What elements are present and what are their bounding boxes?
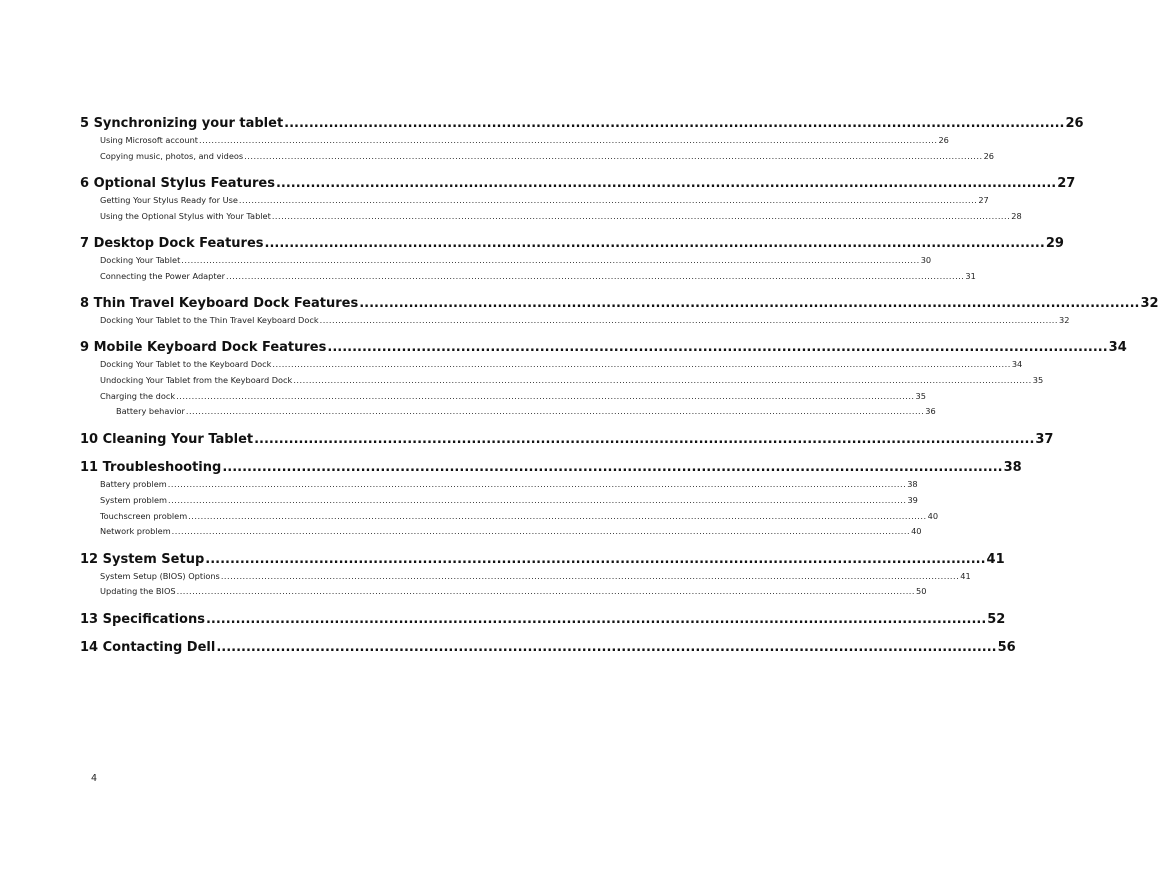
leader-dots: .............................................................................................................................................................................................................................................. <box>238 195 978 205</box>
leader-dots: .............................................................................................................................................................................................................................................. <box>271 211 1011 221</box>
toc-section-entry[interactable] <box>80 133 949 147</box>
toc-entry-title: 12 System Setup <box>80 552 205 567</box>
toc-entry-page: 27 <box>978 195 989 205</box>
toc-entry-page: 38 <box>1003 460 1022 475</box>
toc-entry-page: 32 <box>1140 296 1159 311</box>
leader-dots: .............................................................................................................................................................................................................................................. <box>226 271 965 281</box>
toc-entry-title: Battery problem <box>100 479 167 489</box>
toc-chapter-entry[interactable] <box>80 431 1054 449</box>
toc-entry-title: Connecting the Power Adapter <box>100 271 225 281</box>
leader-dots: .............................................................................................................................................................................................................................................. <box>293 375 1032 385</box>
toc-section-entry[interactable] <box>80 493 918 507</box>
toc-chapter-entry[interactable] <box>80 115 1084 133</box>
page-number: 4 <box>91 773 98 784</box>
toc-entry-page: 37 <box>1035 432 1054 447</box>
leader-dots: .............................................................................................................................................................................................................................................. <box>181 255 920 265</box>
toc-entry-page: 36 <box>925 406 936 416</box>
toc-entry-page: 26 <box>938 135 949 145</box>
leader-dots: .............................................................................................................................................................................................................................................. <box>199 135 938 145</box>
leader-dots: .............................................................................................................................................................. <box>222 460 1003 475</box>
toc-section-entry[interactable] <box>80 584 927 598</box>
toc-entry-title: Using Microsoft account <box>100 135 199 145</box>
toc-entry-page: 35 <box>1032 375 1044 385</box>
leader-dots: .............................................................................................................................................................. <box>359 296 1140 311</box>
leader-dots: .............................................................................................................................................................................................................................................. <box>188 511 927 521</box>
leader-dots: .............................................................................................................................................................. <box>275 176 1057 191</box>
toc-entry-page: 39 <box>907 495 918 505</box>
toc-section-entry[interactable] <box>80 269 976 283</box>
toc-entry-page: 32 <box>1059 315 1070 325</box>
toc-section-entry[interactable] <box>80 313 1070 327</box>
leader-dots: .............................................................................................................................................................................................................................................. <box>244 151 983 161</box>
leader-dots: .............................................................................................................................................................................................................................................. <box>176 586 916 596</box>
toc-entry-page: 56 <box>997 640 1016 655</box>
toc-chapter-entry[interactable] <box>80 175 1076 193</box>
toc-entry-title: Docking Your Tablet <box>100 255 181 265</box>
toc-entry-title: 10 Cleaning Your Tablet <box>80 432 254 447</box>
toc-subsection-entry[interactable] <box>80 404 936 418</box>
toc-section-entry[interactable] <box>80 524 922 538</box>
toc-entry-page: 27 <box>1057 176 1076 191</box>
leader-dots: .............................................................................................................................................................................................................................................. <box>220 571 960 581</box>
toc-entry-page: 26 <box>983 151 995 161</box>
toc-section-entry[interactable] <box>80 477 918 491</box>
leader-dots: .............................................................................................................................................................. <box>205 612 987 627</box>
toc-entry-page: 29 <box>1045 236 1064 251</box>
toc-entry-title: 14 Contacting Dell <box>80 640 216 655</box>
toc-section-entry[interactable] <box>80 373 1044 387</box>
leader-dots: .............................................................................................................................................................. <box>264 236 1045 251</box>
leader-dots: .............................................................................................................................................................................................................................................. <box>176 391 915 401</box>
toc-entry-page: 28 <box>1011 211 1022 221</box>
toc-entry-page: 26 <box>1065 116 1084 131</box>
toc-entry-title: Using the Optional Stylus with Your Tablet <box>100 211 271 221</box>
toc-section-entry[interactable] <box>80 253 932 267</box>
toc-entry-title: Network problem <box>100 526 171 536</box>
toc-entry-page: 38 <box>907 479 918 489</box>
toc-entry-title: 5 Synchronizing your tablet <box>80 116 284 131</box>
toc-entry-title: Battery behavior <box>116 406 185 416</box>
toc-chapter-entry[interactable] <box>80 611 1006 629</box>
toc-section-entry[interactable] <box>80 569 971 583</box>
toc-entry-page: 41 <box>986 552 1005 567</box>
toc-entry-title: Touchscreen problem <box>100 511 188 521</box>
toc-section-entry[interactable] <box>80 149 995 163</box>
toc-entry-page: 40 <box>911 526 922 536</box>
toc-entry-title: Updating the BIOS <box>100 586 176 596</box>
toc-section-entry[interactable] <box>80 357 1023 371</box>
toc-entry-title: 11 Troubleshooting <box>80 460 222 475</box>
toc-chapter-entry[interactable] <box>80 235 1064 253</box>
toc-chapter-entry[interactable] <box>80 639 1016 657</box>
toc-entry-page: 50 <box>916 586 927 596</box>
toc-entry-page: 34 <box>1108 340 1127 355</box>
toc-entry-title: Copying music, photos, and videos <box>100 151 244 161</box>
leader-dots: .............................................................................................................................................................................................................................................. <box>167 479 907 489</box>
leader-dots: .............................................................................................................................................................................................................................................. <box>319 315 1059 325</box>
toc-entry-page: 34 <box>1011 359 1023 369</box>
leader-dots: .............................................................................................................................................................. <box>327 340 1108 355</box>
toc-entry-title: 9 Mobile Keyboard Dock Features <box>80 340 327 355</box>
toc-entry-title: System problem <box>100 495 168 505</box>
leader-dots: .............................................................................................................................................................................................................................................. <box>171 526 911 536</box>
toc-entry-title: Undocking Your Tablet from the Keyboard Dock <box>100 375 293 385</box>
toc-entry-title: 7 Desktop Dock Features <box>80 236 264 251</box>
toc-entry-title: 13 Specifications <box>80 612 205 627</box>
toc-entry-title: Charging the dock <box>100 391 176 401</box>
toc-entry-page: 41 <box>960 571 971 581</box>
toc-chapter-entry[interactable] <box>80 295 1159 313</box>
toc-chapter-entry[interactable] <box>80 551 1005 569</box>
toc-section-entry[interactable] <box>80 209 1022 223</box>
leader-dots: .............................................................................................................................................................. <box>284 116 1065 131</box>
toc-section-entry[interactable] <box>80 389 926 403</box>
leader-dots: .............................................................................................................................................................. <box>216 640 997 655</box>
toc-entry-title: Docking Your Tablet to the Thin Travel Keyboard Dock <box>100 315 319 325</box>
leader-dots: .............................................................................................................................................................................................................................................. <box>272 359 1011 369</box>
toc-entry-page: 30 <box>920 255 932 265</box>
toc-entry-title: 8 Thin Travel Keyboard Dock Features <box>80 296 359 311</box>
leader-dots: .............................................................................................................................................................................................................................................. <box>185 406 925 416</box>
toc-entry-page: 35 <box>915 391 926 401</box>
toc-chapter-entry[interactable] <box>80 459 1022 477</box>
toc-section-entry[interactable] <box>80 509 939 523</box>
leader-dots: .............................................................................................................................................................. <box>205 552 986 567</box>
leader-dots: .............................................................................................................................................................. <box>254 432 1035 447</box>
toc-entry-page: 40 <box>927 511 939 521</box>
toc-entry-title: Getting Your Stylus Ready for Use <box>100 195 238 205</box>
toc-entry-page: 52 <box>987 612 1006 627</box>
toc-entry-title: System Setup (BIOS) Options <box>100 571 220 581</box>
toc-section-entry[interactable] <box>80 193 989 207</box>
toc-entry-title: 6 Optional Stylus Features <box>80 176 275 191</box>
toc-entry-page: 31 <box>965 271 976 281</box>
toc-entry-title: Docking Your Tablet to the Keyboard Dock <box>100 359 272 369</box>
toc-chapter-entry[interactable] <box>80 339 1127 357</box>
leader-dots: .............................................................................................................................................................................................................................................. <box>168 495 907 505</box>
